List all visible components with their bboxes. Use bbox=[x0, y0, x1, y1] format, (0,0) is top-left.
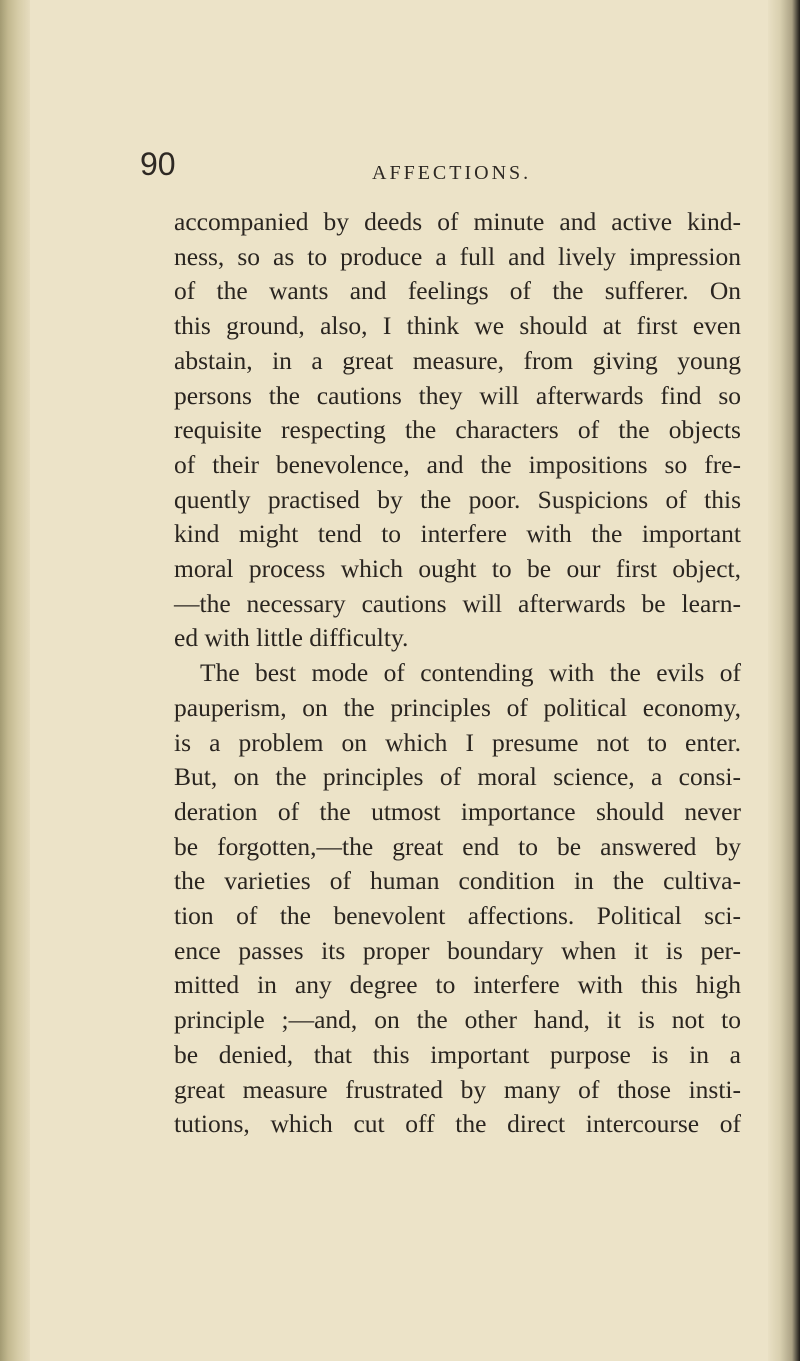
text-line: pauperism, on the principles of political economy, bbox=[174, 692, 741, 722]
text-line: abstain, in a great measure, from giving young bbox=[174, 345, 741, 375]
text-line: persons the cautions they will afterwards find so bbox=[174, 380, 741, 410]
text-line: quently practised by the poor. Suspicions of this bbox=[174, 484, 741, 514]
text-line: moral process which ought to be our first object, bbox=[174, 554, 741, 584]
page-number: 90 bbox=[140, 146, 176, 182]
body-text bbox=[174, 205, 741, 1142]
text-line: be denied, that this important purpose is in a bbox=[174, 1039, 741, 1069]
text-line: requisite respecting the characters of the objects bbox=[174, 415, 741, 445]
text-line-paragraph-end: ed with little difficulty. bbox=[174, 623, 409, 653]
text-line: ness, so as to produce a full and lively impression bbox=[174, 241, 741, 271]
text-line: the varieties of human condition in the cultiva- bbox=[174, 866, 741, 896]
text-line: But, on the principles of moral science, a consi- bbox=[174, 762, 741, 792]
text-line: accompanied by deeds of minute and active kind- bbox=[174, 207, 741, 236]
text-line: —the necessary cautions will afterwards be learn- bbox=[174, 588, 741, 618]
text-line: is a problem on which I presume not to enter. bbox=[174, 727, 741, 757]
text-line: this ground, also, I think we should at first even bbox=[174, 311, 741, 341]
text-line: great measure frustrated by many of those insti- bbox=[174, 1074, 741, 1104]
text-line: of their benevolence, and the impositions so fre- bbox=[174, 449, 741, 479]
text-line: principle ;—and, on the other hand, it is not to bbox=[174, 1005, 741, 1035]
text-line: of the wants and feelings of the sufferer. On bbox=[174, 276, 741, 306]
text-line: kind might tend to interfere with the important bbox=[174, 519, 741, 549]
text-line-paragraph-start: The best mode of contending with the evils of bbox=[200, 658, 741, 688]
text-line: tutions, which cut off the direct intercourse of bbox=[174, 1109, 741, 1139]
text-line: ence passes its proper boundary when it is per- bbox=[174, 935, 741, 965]
running-head: AFFECTIONS. bbox=[372, 162, 532, 184]
text-line: deration of the utmost importance should never bbox=[174, 796, 741, 826]
text-line: mitted in any degree to interfere with this high bbox=[174, 970, 741, 1000]
text-line: tion of the benevolent affections. Political sci- bbox=[174, 901, 741, 931]
text-line: be forgotten,—the great end to be answered by bbox=[174, 831, 741, 861]
